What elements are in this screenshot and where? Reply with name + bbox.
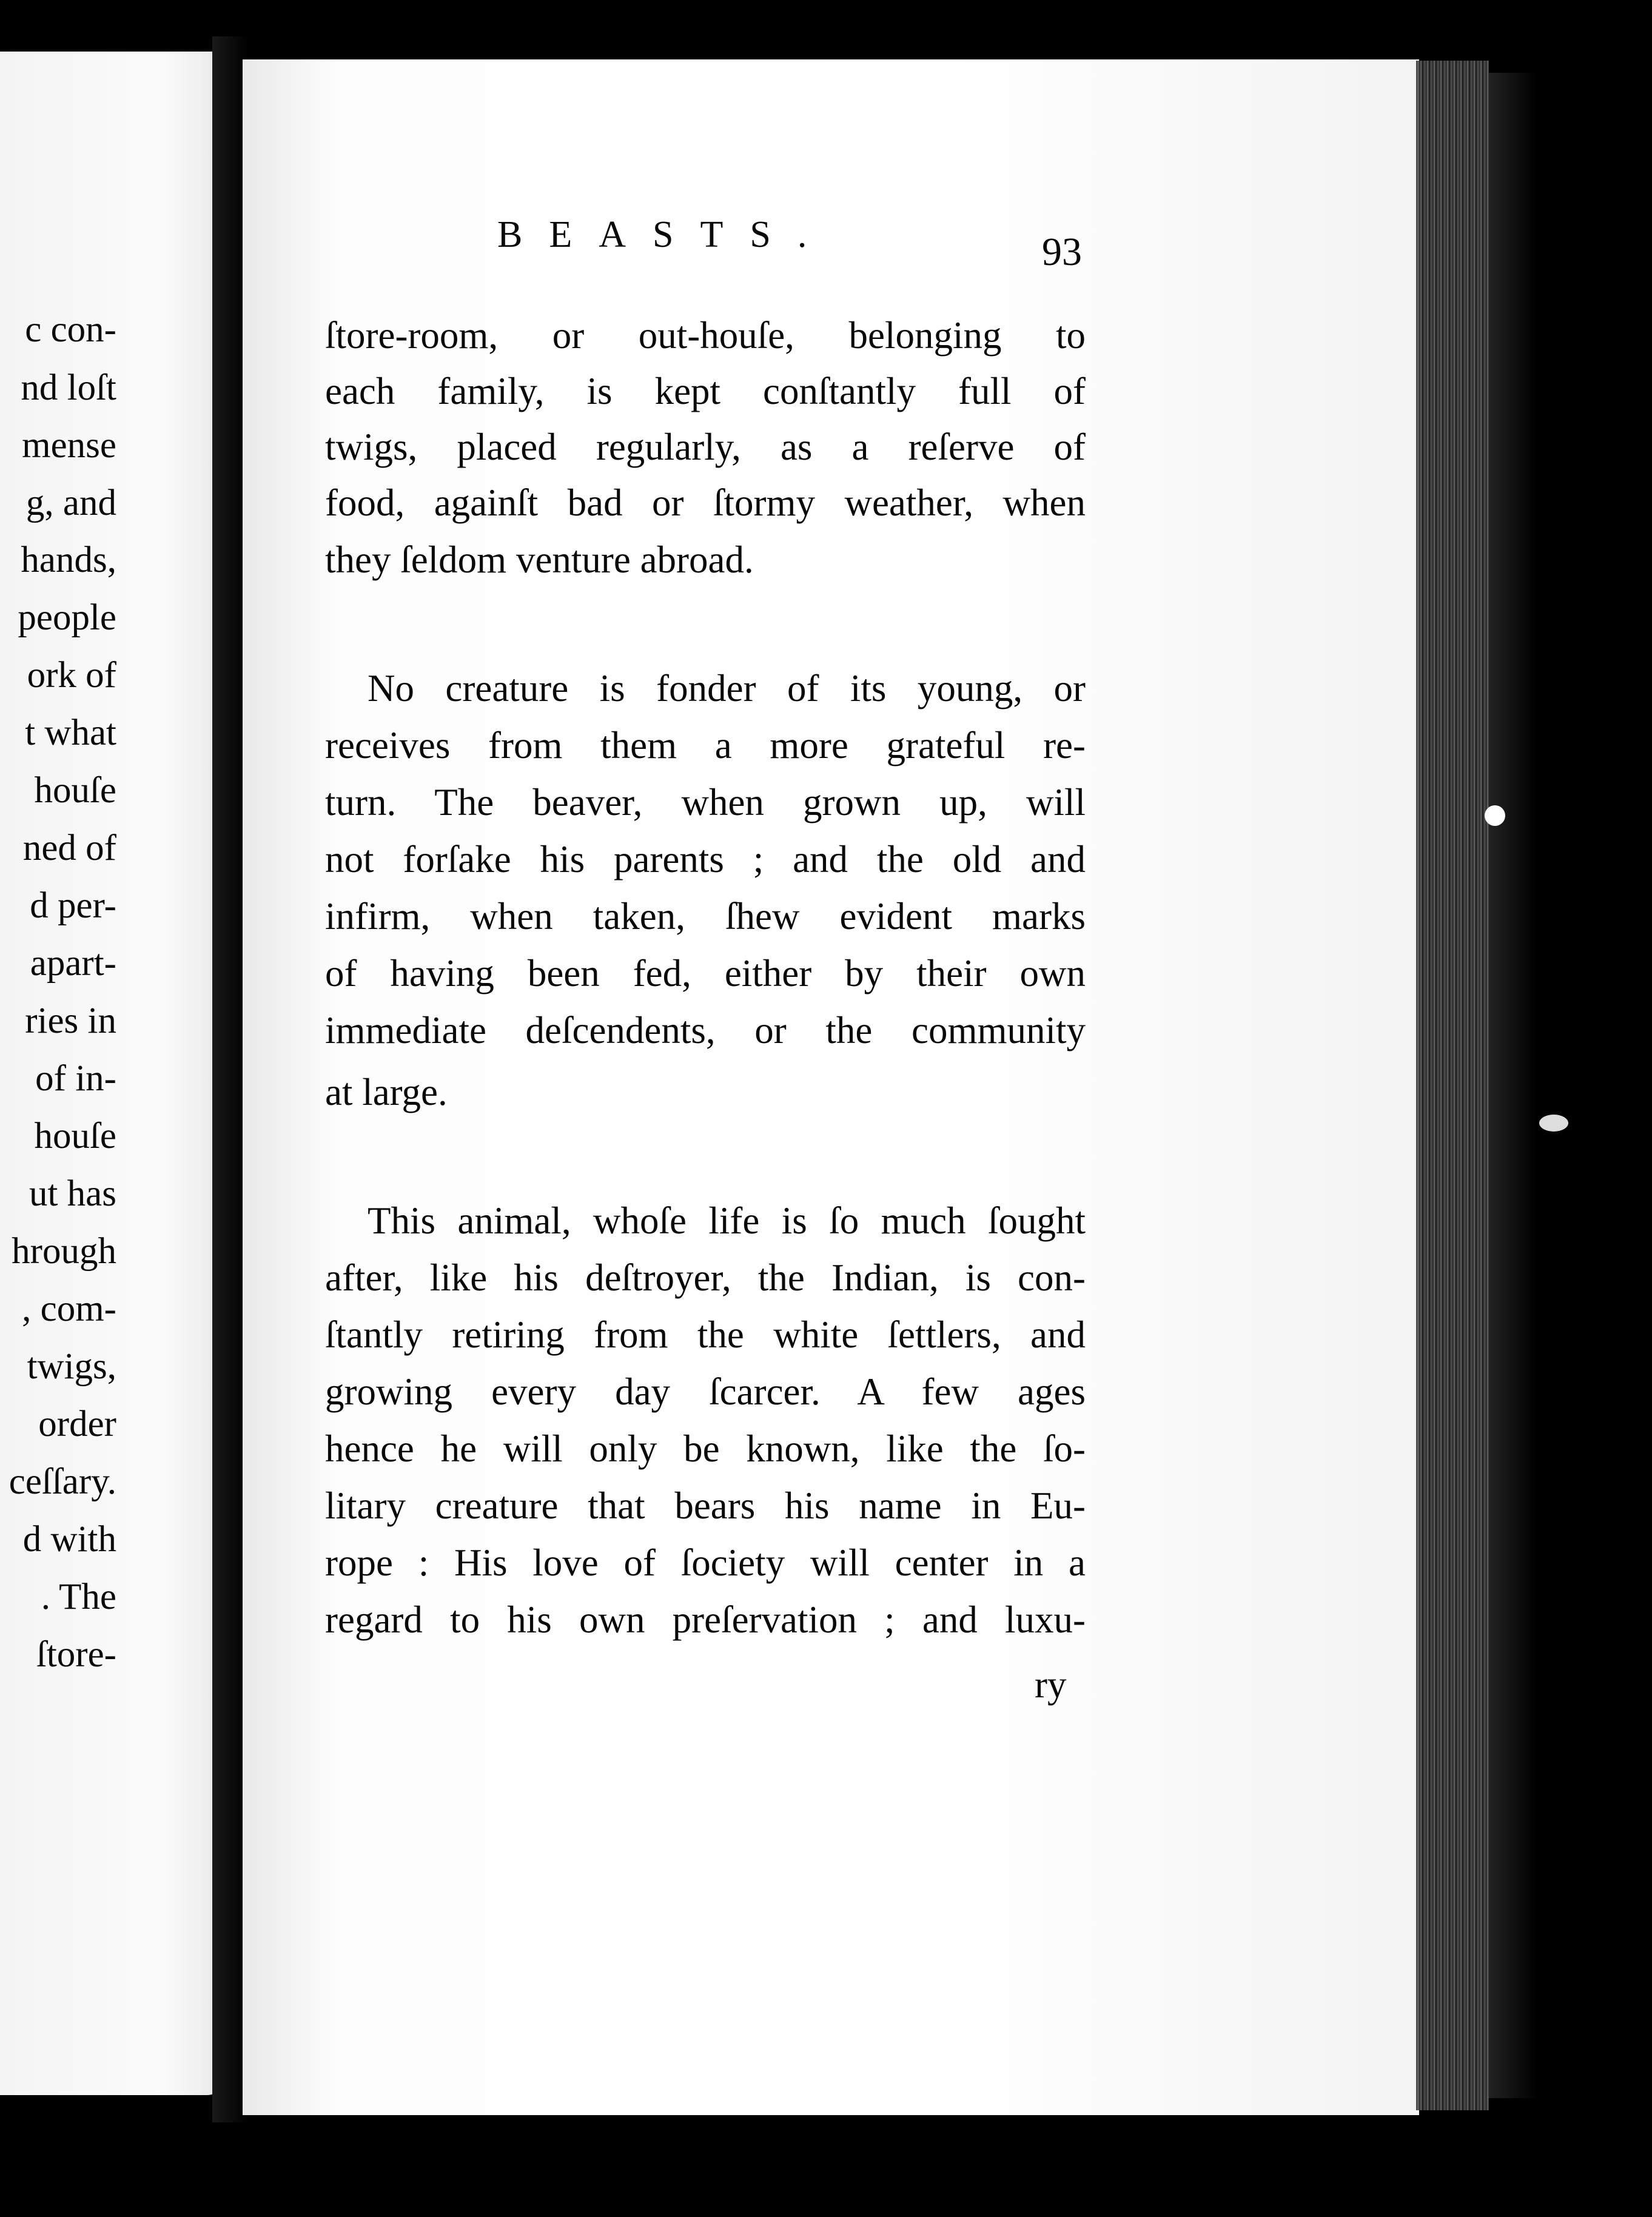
text-line: ſtore-room, or out-houſe, belonging to [325, 314, 1086, 357]
left-page-line: ceſſary. [8, 1461, 116, 1502]
text-line: twigs, placed regularly, as a reſerve of [325, 426, 1086, 468]
left-page-line: nd loſt [21, 367, 116, 408]
running-head: BEASTS. [497, 214, 834, 255]
left-page-line: g, and [25, 483, 116, 523]
paper-speck [1485, 805, 1505, 826]
left-page-line: apart- [30, 943, 116, 984]
text-line: rope : His love of ſociety will center in a [325, 1541, 1086, 1584]
left-page-line: houſe [34, 770, 116, 811]
text-line: turn. The beaver, when grown up, will [325, 781, 1086, 823]
text-line: not forſake his parents ; and the old and [325, 838, 1086, 880]
text-line: hence he will only be known, like the ſo- [325, 1427, 1086, 1470]
left-page-line: of in- [35, 1058, 116, 1099]
left-page-line: ned of [22, 828, 116, 868]
paper-speck [1539, 1115, 1568, 1132]
left-page-line: mense [22, 425, 116, 466]
left-page-line: . The [41, 1577, 116, 1617]
left-page-line: hrough [12, 1231, 116, 1272]
left-page-line: , com- [22, 1289, 116, 1329]
left-page-line: houſe [34, 1116, 116, 1156]
text-line: litary creature that bears his name in Eu- [325, 1484, 1086, 1527]
text-line: regard to his own preſervation ; and luxu- [325, 1598, 1086, 1641]
text-line: infirm, when taken, ſhew evident marks [325, 895, 1086, 937]
text-line: food, againſt bad or ſtormy weather, when [325, 481, 1086, 524]
text-line: at large. [325, 1071, 448, 1113]
text-line: immediate deſcendents, or the community [325, 1009, 1086, 1051]
catchword: ry [1035, 1663, 1067, 1706]
left-page-line: order [38, 1404, 116, 1444]
edge-shadow [1489, 73, 1537, 2098]
page-number: 93 [1042, 230, 1082, 274]
left-page [0, 52, 230, 2095]
text-line: ſtantly retiring from the white ſettlers, and [325, 1313, 1086, 1356]
text-line: receives from them a more grateful re- [325, 724, 1086, 766]
left-page-line: d per- [30, 885, 116, 926]
left-page-line: people [18, 597, 116, 638]
left-page-line: twigs, [27, 1346, 116, 1387]
left-page-line: c con- [25, 309, 116, 350]
left-page-line: ork of [27, 655, 116, 696]
left-page-line: ries in [25, 1001, 116, 1041]
page-edge [1416, 61, 1489, 2110]
text-line: of having been fed, either by their own [325, 952, 1086, 994]
text-line: each family, is kept conſtantly full of [325, 370, 1086, 412]
text-line: they ſeldom venture abroad. [325, 538, 754, 581]
left-page-line: t what [25, 713, 116, 753]
left-page-line: hands, [21, 540, 116, 580]
text-line: No creature is fonder of its young, or [368, 667, 1086, 709]
text-line: growing every day ſcarcer. A few ages [325, 1370, 1086, 1413]
left-page-line: d with [22, 1519, 116, 1560]
left-page-line: ſtore- [36, 1634, 116, 1675]
left-page-line: ut has [29, 1173, 116, 1214]
text-line: after, like his deſtroyer, the Indian, is con- [325, 1256, 1086, 1299]
text-line: This animal, whoſe life is ſo much ſought [368, 1199, 1086, 1242]
